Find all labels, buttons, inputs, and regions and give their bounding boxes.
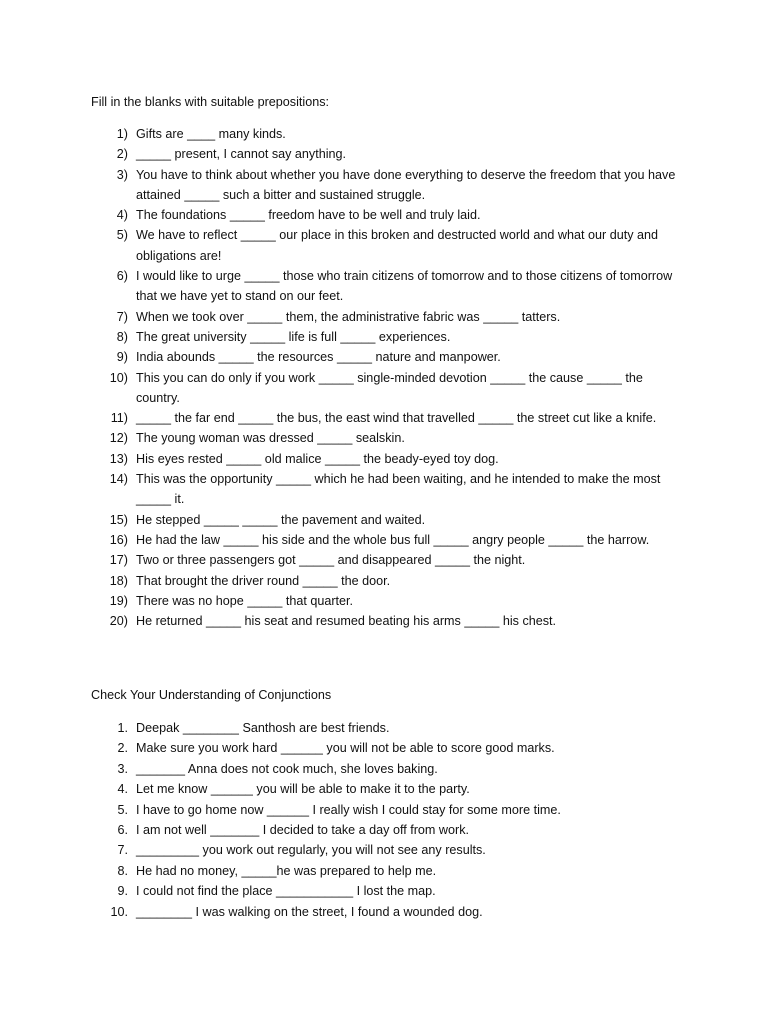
prepositions-heading: Fill in the blanks with suitable prepositions:: [91, 95, 330, 109]
question-text: This you can do only if you work _____ single-minded devotion _____ the cause _____ the country.: [136, 370, 643, 405]
question-number: 13): [109, 451, 128, 466]
conjunctions-list: [0, 718, 768, 922]
question-item: [0, 510, 684, 530]
prepositions-list: [0, 124, 768, 631]
question-number: 11): [110, 411, 128, 426]
question-item: [0, 571, 684, 591]
question-number: 10.: [110, 904, 128, 919]
question-item: [0, 550, 684, 570]
question-number: 20): [109, 614, 128, 629]
question-text: Deepak ________ Santhosh are best friends.: [136, 721, 390, 735]
question-number: 18): [109, 573, 128, 588]
conjunctions-heading: Check Your Understanding of Conjunctions: [91, 688, 332, 702]
question-number: 1.: [117, 721, 128, 735]
question-item: [0, 779, 684, 799]
question-number: 6): [116, 269, 128, 284]
question-number: 14): [109, 472, 128, 487]
question-number: 5.: [117, 802, 128, 817]
question-text: _________ you work out regularly, you will not see any results.: [136, 843, 486, 858]
question-text: I could not find the place ___________ I lost the map.: [136, 884, 436, 899]
question-item: [0, 266, 684, 307]
question-item: [0, 738, 684, 758]
question-number: 9.: [117, 884, 128, 899]
question-item: [0, 368, 684, 409]
question-text: This was the opportunity _____ which he had been waiting, and he intended to make the most _____ it.: [136, 472, 661, 507]
question-item: [0, 591, 684, 611]
question-number: 7.: [117, 843, 128, 858]
question-number: 10): [109, 370, 128, 385]
question-text: I am not well _______ I decided to take a day off from work.: [136, 823, 469, 838]
question-item: [0, 611, 684, 631]
question-number: 4): [116, 208, 128, 223]
question-text: _____ present, I cannot say anything.: [136, 147, 347, 162]
question-item: [0, 449, 684, 469]
question-text: Two or three passengers got _____ and disappeared _____ the night.: [136, 553, 526, 568]
question-text: The young woman was dressed _____ sealskin.: [136, 431, 405, 446]
question-number: 8.: [117, 863, 128, 878]
question-number: 15): [109, 512, 128, 527]
question-item: [0, 902, 684, 922]
question-text: Gifts are ____ many kinds.: [136, 127, 286, 141]
question-text: ________ I was walking on the street, I found a wounded dog.: [136, 904, 483, 919]
question-item: [0, 225, 684, 266]
question-item: [0, 840, 684, 860]
question-text: I would like to urge _____ those who train citizens of tomorrow and to those citizens of tomorrow that we have yet to stand on our feet.: [136, 269, 673, 304]
question-number: 2.: [117, 741, 128, 756]
question-text: He had no money, _____he was prepared to help me.: [136, 863, 437, 878]
question-text: He stepped _____ _____ the pavement and waited.: [136, 512, 426, 527]
question-number: 5): [116, 228, 128, 243]
question-item: [0, 408, 684, 428]
question-item: [0, 718, 684, 738]
question-number: 16): [109, 532, 128, 547]
question-text: He had the law _____ his side and the whole bus full _____ angry people _____ the harrow.: [136, 532, 650, 547]
question-text: Let me know ______ you will be able to make it to the party.: [136, 782, 470, 797]
question-text: We have to reflect _____ our place in this broken and destructed world and what our duty and obligations are!: [136, 228, 659, 263]
question-item: [0, 327, 684, 347]
question-number: 2): [116, 147, 128, 162]
question-item: [0, 469, 684, 510]
question-text: I have to go home now ______ I really wish I could stay for some more time.: [136, 802, 561, 817]
question-item: [0, 530, 684, 550]
question-text: The foundations _____ freedom have to be well and truly laid.: [136, 208, 481, 223]
question-item: [0, 144, 684, 164]
question-number: 3.: [117, 761, 128, 776]
question-number: 1): [116, 127, 128, 141]
question-text: _______ Anna does not cook much, she loves baking.: [136, 761, 438, 776]
question-item: [0, 881, 684, 901]
question-item: [0, 307, 684, 327]
question-text: You have to think about whether you have done everything to deserve the freedom that you have attained _____ such a bitter and sustained struggle.: [136, 167, 676, 202]
question-number: 3): [116, 167, 128, 182]
question-item: [0, 800, 684, 820]
question-text: He returned _____ his seat and resumed beating his arms _____ his chest.: [136, 614, 557, 629]
question-text: That brought the driver round _____ the door.: [136, 573, 391, 588]
question-number: 7): [116, 309, 128, 324]
question-item: [0, 165, 684, 206]
question-text: His eyes rested _____ old malice _____ the beady-eyed toy dog.: [136, 451, 499, 466]
question-text: The great university _____ life is full _____ experiences.: [136, 329, 451, 344]
question-number: 9): [116, 350, 128, 365]
question-item: [0, 759, 684, 779]
question-text: _____ the far end _____ the bus, the east wind that travelled _____ the street cut like a knife.: [136, 411, 657, 426]
question-item: [0, 428, 684, 448]
question-item: [0, 205, 684, 225]
question-item: [0, 124, 684, 144]
question-item: [0, 347, 684, 367]
question-text: When we took over _____ them, the administrative fabric was _____ tatters.: [136, 309, 561, 324]
question-number: 17): [109, 553, 128, 568]
question-number: 19): [109, 593, 128, 608]
question-item: [0, 820, 684, 840]
question-text: There was no hope _____ that quarter.: [136, 593, 354, 608]
question-item: [0, 861, 684, 881]
question-number: 6.: [117, 823, 128, 838]
question-number: 12): [109, 431, 128, 446]
question-number: 4.: [117, 782, 128, 797]
question-text: India abounds _____ the resources _____ nature and manpower.: [136, 350, 501, 365]
question-number: 8): [116, 329, 128, 344]
question-text: Make sure you work hard ______ you will not be able to score good marks.: [136, 741, 555, 756]
